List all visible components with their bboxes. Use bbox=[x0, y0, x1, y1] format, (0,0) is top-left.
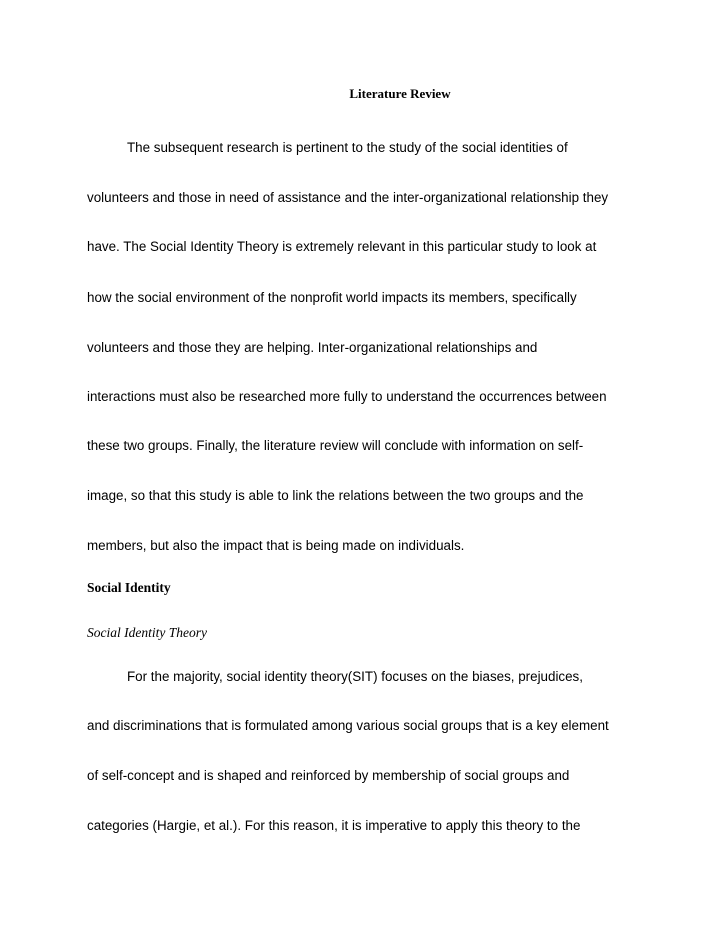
paragraph-1-line-2: volunteers and those in need of assistance and the inter-organizational relationship they bbox=[87, 190, 609, 205]
paragraph-1-line-1: The subsequent research is pertinent to the study of the social identities of bbox=[127, 140, 568, 155]
paragraph-1-line-3: have. The Social Identity Theory is extremely relevant in this particular study to look at bbox=[87, 239, 597, 254]
paragraph-1-line-5: volunteers and those they are helping. Inter-organizational relationships and bbox=[87, 340, 538, 355]
paragraph-2-line-4: categories (Hargie, et al.). For this reason, it is imperative to apply this theory to the bbox=[87, 818, 581, 833]
paragraph-2-line-1: For the majority, social identity theory(SIT) focuses on the biases, prejudices, bbox=[127, 669, 583, 684]
paragraph-1-line-6: interactions must also be researched more fully to understand the occurrences between bbox=[87, 389, 607, 404]
paragraph-2-line-3: of self-concept and is shaped and reinforced by membership of social groups and bbox=[87, 768, 570, 783]
page-title: Literature Review bbox=[349, 86, 451, 101]
subsection-heading: Social Identity Theory bbox=[87, 625, 207, 640]
paragraph-1-line-4: how the social environment of the nonprofit world impacts its members, specifically bbox=[87, 290, 577, 305]
paragraph-1-line-7: these two groups. Finally, the literature review will conclude with information on self- bbox=[87, 438, 584, 453]
section-heading: Social Identity bbox=[87, 580, 171, 595]
paragraph-1-line-9: members, but also the impact that is being made on individuals. bbox=[87, 538, 465, 553]
paragraph-2-line-2: and discriminations that is formulated among various social groups that is a key element bbox=[87, 718, 609, 733]
paragraph-1-line-8: image, so that this study is able to link the relations between the two groups and the bbox=[87, 488, 584, 503]
